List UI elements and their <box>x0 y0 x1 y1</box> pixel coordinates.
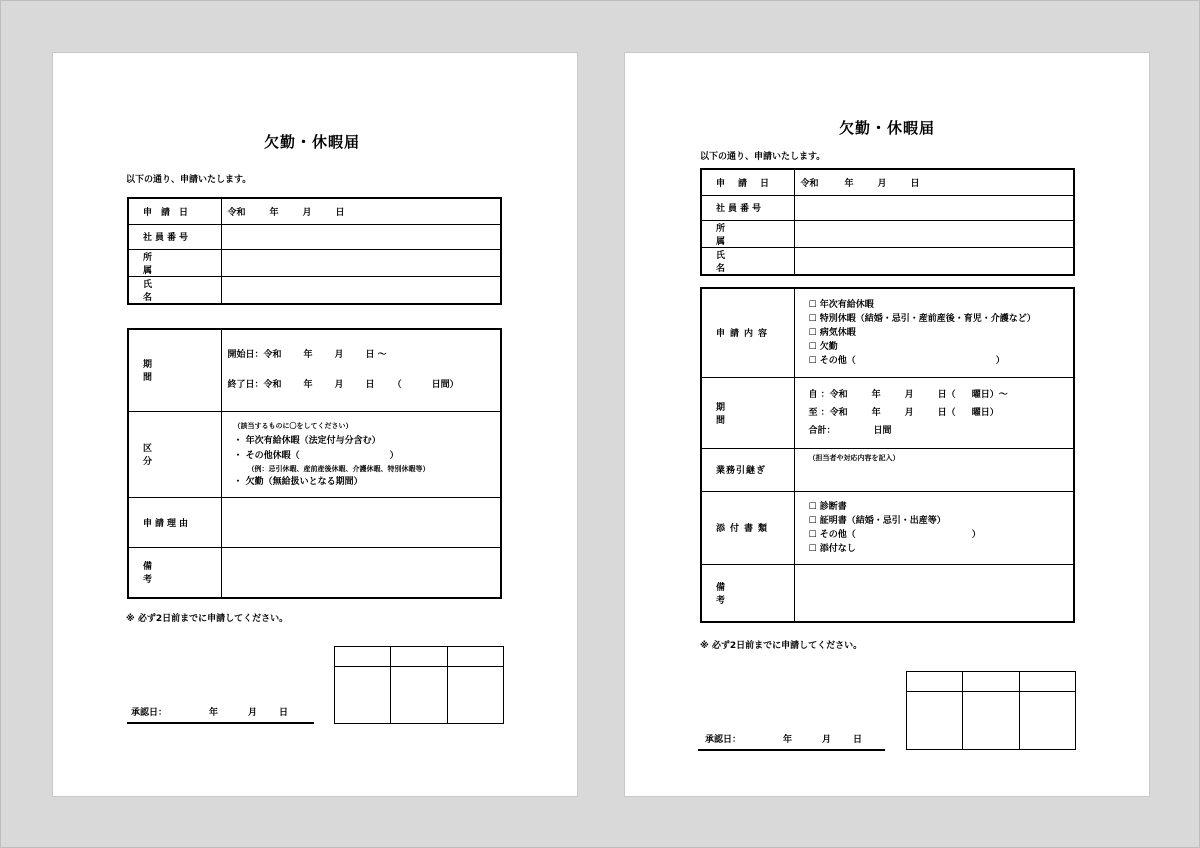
label-text: 期間 <box>716 402 766 426</box>
label-spread <box>143 205 221 218</box>
approval-underline <box>698 749 885 751</box>
field-label <box>128 198 221 224</box>
day-text: 日 <box>853 735 863 745</box>
stamp-header-cell[interactable] <box>391 647 447 667</box>
day-text: 日 <box>365 380 375 391</box>
handover-hint: （担当者や対応内容を記入） <box>808 453 900 462</box>
table-row <box>701 195 1074 220</box>
category-option-annual[interactable]: ・ 年次有給休暇（法定付与分含む） <box>233 435 381 446</box>
label-text: 氏名 <box>716 250 774 274</box>
days-text: 日間 <box>873 425 892 436</box>
stamp-cell[interactable] <box>447 667 503 724</box>
stamp-header-cell[interactable] <box>963 672 1019 692</box>
content-option[interactable]: ☐ 年次有給休暇 <box>808 299 874 310</box>
label-text: 業務引継ぎ <box>716 466 767 476</box>
label-text: 社員番号 <box>143 233 192 243</box>
applicant-info-table <box>127 197 502 305</box>
month-text: 月 <box>904 407 914 418</box>
table-row <box>335 647 504 667</box>
label-text: 区分 <box>143 444 193 467</box>
stamp-cell[interactable] <box>335 667 391 724</box>
category-option-absence[interactable]: ・ 欠勤（無給扱いとなる期間） <box>233 476 363 487</box>
end-label: 終了日：令和 <box>227 380 282 391</box>
page-title: 欠勤・休暇届 <box>264 133 361 151</box>
field-label <box>701 491 794 564</box>
table-row <box>128 547 501 598</box>
page-title: 欠勤・休暇届 <box>839 119 936 137</box>
approval-underline <box>127 722 314 724</box>
year-text: 年 <box>209 708 219 718</box>
day-text: 日 ～ <box>365 350 387 361</box>
content-option[interactable]: ☐ 特別休暇（結婚・忌引・産前産後・育児・介護など） <box>808 313 1036 324</box>
table-row <box>128 329 501 411</box>
request-content-field[interactable] <box>794 288 1074 377</box>
era-text: 令和 <box>227 207 246 218</box>
leave-details-table <box>127 328 502 599</box>
stamp-header-cell[interactable] <box>447 647 503 667</box>
field-label <box>701 448 794 491</box>
intro-text: 以下の通り、申請いたします。 <box>700 152 826 162</box>
weekday-text: 曜日）～ <box>971 389 1008 400</box>
from-date-line <box>809 386 1068 404</box>
year-text: 年 <box>303 380 313 391</box>
label-text: 備考 <box>143 562 193 586</box>
field-label <box>128 249 221 276</box>
table-row <box>701 220 1074 247</box>
table-row <box>907 672 1076 692</box>
option-text: ☐ その他（ <box>808 529 856 540</box>
field-label <box>128 497 221 547</box>
label-text: 申請内容 <box>716 329 773 340</box>
table-row <box>701 169 1074 195</box>
attachment-option-other[interactable] <box>809 528 1068 542</box>
paren-close: ） <box>389 450 399 461</box>
approval-date <box>705 732 862 745</box>
label-text: 氏名 <box>143 279 201 303</box>
year-text: 年 <box>871 407 881 418</box>
total-label: 合計： <box>808 425 836 436</box>
stamp-header-cell[interactable] <box>907 672 963 692</box>
handover-field[interactable] <box>794 448 1074 491</box>
year-text: 年 <box>783 735 793 745</box>
label-text: 申請日 <box>143 207 198 218</box>
deadline-note: ※ 必ず2日前までに申請してください。 <box>700 641 863 651</box>
stamp-header-cell[interactable] <box>1019 672 1075 692</box>
to-date-line <box>809 404 1068 422</box>
table-row <box>701 491 1074 564</box>
day-text: 日（ <box>937 407 956 418</box>
table-row <box>701 448 1074 491</box>
content-option-other[interactable] <box>809 354 1068 368</box>
label-text: 申請理由 <box>143 518 192 529</box>
reason-field[interactable] <box>221 497 501 547</box>
month-text: 月 <box>904 389 914 400</box>
year-text: 年 <box>844 178 854 189</box>
field-label <box>128 411 221 497</box>
table-row <box>701 377 1074 448</box>
day-text: 日 <box>335 207 345 218</box>
approval-date <box>131 705 288 718</box>
option-text: ☐ その他（ <box>808 355 856 366</box>
document-page-right <box>624 52 1150 797</box>
stamp-cell[interactable] <box>907 692 963 750</box>
paren-close: ） <box>971 529 981 540</box>
intro-text: 以下の通り、申請いたします。 <box>126 175 252 185</box>
day-text: 日 <box>279 708 289 718</box>
table-row <box>701 247 1074 275</box>
table-row <box>128 497 501 547</box>
approval-label: 承認日： <box>705 735 742 745</box>
name-field[interactable] <box>221 276 501 304</box>
option-text: ・ その他休暇（ <box>233 450 300 461</box>
name-field[interactable] <box>794 247 1074 275</box>
department-field[interactable] <box>794 220 1074 247</box>
paren-open: （ <box>392 380 402 391</box>
leave-details-table <box>700 287 1075 623</box>
month-text: 月 <box>302 207 312 218</box>
label-text: 社員番号 <box>716 204 765 214</box>
application-date-field[interactable] <box>794 169 1074 195</box>
attachment-option-none[interactable]: ☐ 添付なし <box>808 543 856 554</box>
month-text: 月 <box>248 708 258 718</box>
category-field[interactable] <box>221 411 501 497</box>
table-row <box>335 667 504 724</box>
document-page-left <box>52 52 578 797</box>
month-text: 月 <box>822 735 832 745</box>
label-text: 申請日 <box>716 178 783 189</box>
content-option[interactable]: ☐ 欠勤 <box>808 341 838 352</box>
field-label <box>128 224 221 249</box>
field-label <box>128 329 221 411</box>
table-row <box>701 564 1074 622</box>
paren-close: ） <box>995 355 1005 366</box>
year-text: 年 <box>269 207 279 218</box>
days-count-text: 日間） <box>431 380 459 391</box>
approval-label: 承認日： <box>131 708 168 718</box>
category-option-other[interactable] <box>234 449 495 464</box>
approval-stamp-boxes <box>906 671 1076 750</box>
month-text: 月 <box>877 178 887 189</box>
end-date-line <box>228 377 495 393</box>
remarks-field[interactable] <box>794 564 1074 622</box>
table-row <box>907 692 1076 750</box>
field-label <box>701 220 794 247</box>
field-label <box>701 195 794 220</box>
month-text: 月 <box>334 350 344 361</box>
department-field[interactable] <box>221 249 501 276</box>
field-label <box>701 564 794 622</box>
employee-number-field[interactable] <box>794 195 1074 220</box>
table-row <box>128 411 501 497</box>
field-label <box>128 547 221 598</box>
content-option[interactable]: ☐ 病気休暇 <box>808 327 856 338</box>
start-label: 開始日：令和 <box>227 350 282 361</box>
table-row <box>128 224 501 249</box>
category-example: （例：忌引休暇、産前産後休暇、介護休暇、特別休暇等） <box>247 464 430 473</box>
label-text: 期間 <box>143 360 193 384</box>
label-text: 所属 <box>143 252 201 276</box>
remarks-field[interactable] <box>221 547 501 598</box>
era-text: 令和 <box>800 178 819 189</box>
from-label: 自 ：令和 <box>808 389 848 400</box>
table-row <box>701 288 1074 377</box>
stamp-cell[interactable] <box>963 692 1019 750</box>
stamp-cell[interactable] <box>1019 692 1075 750</box>
day-text: 日 <box>910 178 920 189</box>
table-row <box>128 198 501 224</box>
field-label <box>701 169 794 195</box>
attachments-field[interactable] <box>794 491 1074 564</box>
field-label <box>701 247 794 275</box>
employee-number-field[interactable] <box>221 224 501 249</box>
applicant-info-table <box>700 168 1075 276</box>
year-text: 年 <box>871 389 881 400</box>
attachment-option[interactable]: ☐ 証明書（結婚・忌引・出産等） <box>808 515 946 526</box>
stamp-header-cell[interactable] <box>335 647 391 667</box>
table-row <box>128 276 501 304</box>
to-label: 至 ：令和 <box>808 407 848 418</box>
total-days-line <box>809 422 1068 440</box>
attachment-option[interactable]: ☐ 診断書 <box>808 501 847 512</box>
approval-stamp-boxes <box>334 646 504 724</box>
period-field[interactable] <box>221 329 501 411</box>
category-hint: （該当するものに〇をしてください） <box>233 421 353 430</box>
day-text: 日（ <box>937 389 956 400</box>
field-label <box>128 276 221 304</box>
field-label <box>701 377 794 448</box>
label-text: 所属 <box>716 223 774 247</box>
application-date-field[interactable] <box>221 198 501 224</box>
period-field[interactable] <box>794 377 1074 448</box>
field-label <box>701 288 794 377</box>
start-date-line <box>228 347 495 363</box>
year-text: 年 <box>303 350 313 361</box>
label-text: 添付書類 <box>716 524 773 534</box>
month-text: 月 <box>334 380 344 391</box>
deadline-note: ※ 必ず2日前までに申請してください。 <box>126 614 289 624</box>
weekday-text: 曜日） <box>971 407 999 418</box>
label-text: 備考 <box>716 582 766 606</box>
table-row <box>128 249 501 276</box>
stamp-cell[interactable] <box>391 667 447 724</box>
